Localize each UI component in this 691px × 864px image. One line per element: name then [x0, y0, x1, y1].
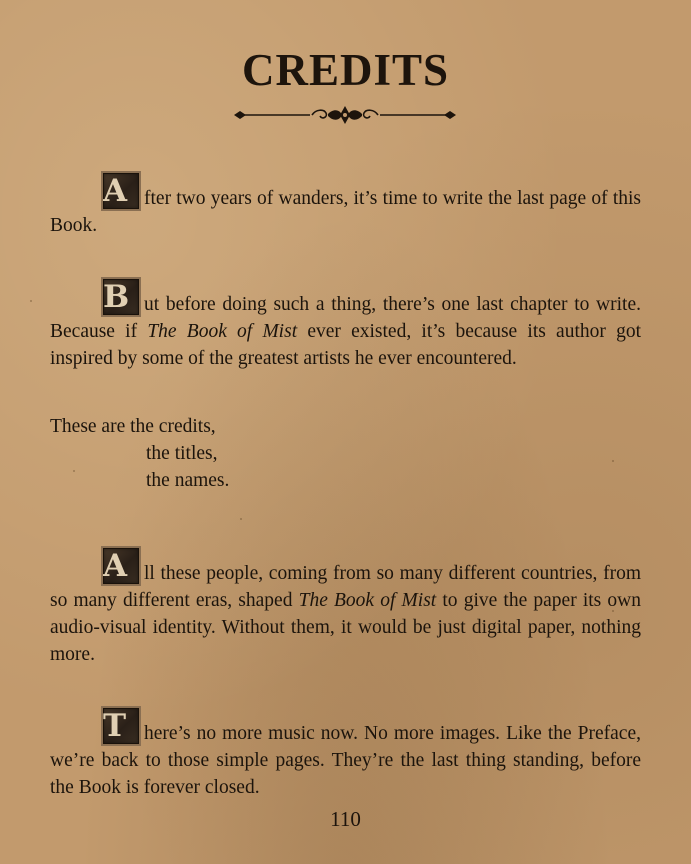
drop-cap-b: B: [101, 277, 141, 317]
paper-speck: [30, 300, 32, 302]
paragraph-intro: [50, 171, 641, 239]
verse-line: These are the credits,: [50, 416, 216, 437]
page-number: 110: [330, 807, 361, 831]
paragraph-inspiration: [50, 277, 641, 372]
paragraph-text: ever existed, it’s because its author got inspired by some of the greatest artists he ever encountered.: [50, 321, 641, 369]
page-title: CREDITS: [241, 45, 450, 95]
paper-speck: [240, 518, 242, 520]
credits-verse: [50, 413, 641, 494]
drop-cap-a: A: [101, 171, 141, 211]
book-title-italic: The Book of Mist: [147, 321, 298, 342]
verse-line: the names.: [146, 470, 230, 491]
paragraph-text: ut before doing such a thing, there’s one last chapter to write. Because if: [50, 294, 641, 342]
paragraph-text: here’s no more music now. No more images. Like the Preface, we’re back to those simple pages. They’re the last thing standing, before the Book is forever closed.: [50, 723, 641, 798]
paragraph-text: to give the paper its own audio-visual identity. Without them, it would be just digital paper, nothing more.: [50, 590, 641, 665]
drop-cap-a: A: [101, 546, 141, 586]
verse-line: the titles,: [146, 443, 218, 464]
paragraph-text: ll these people, coming from so many different countries, from so many different eras, shaped: [50, 563, 641, 611]
flourish-divider-icon: [232, 100, 458, 130]
paragraph-people: [50, 546, 641, 668]
paragraph-closing: [50, 706, 641, 801]
drop-cap-t: T: [101, 706, 141, 746]
paragraph-text: fter two years of wanders, it’s time to write the last page of this Book.: [50, 188, 641, 236]
book-title-italic: The Book of Mist: [298, 590, 437, 611]
